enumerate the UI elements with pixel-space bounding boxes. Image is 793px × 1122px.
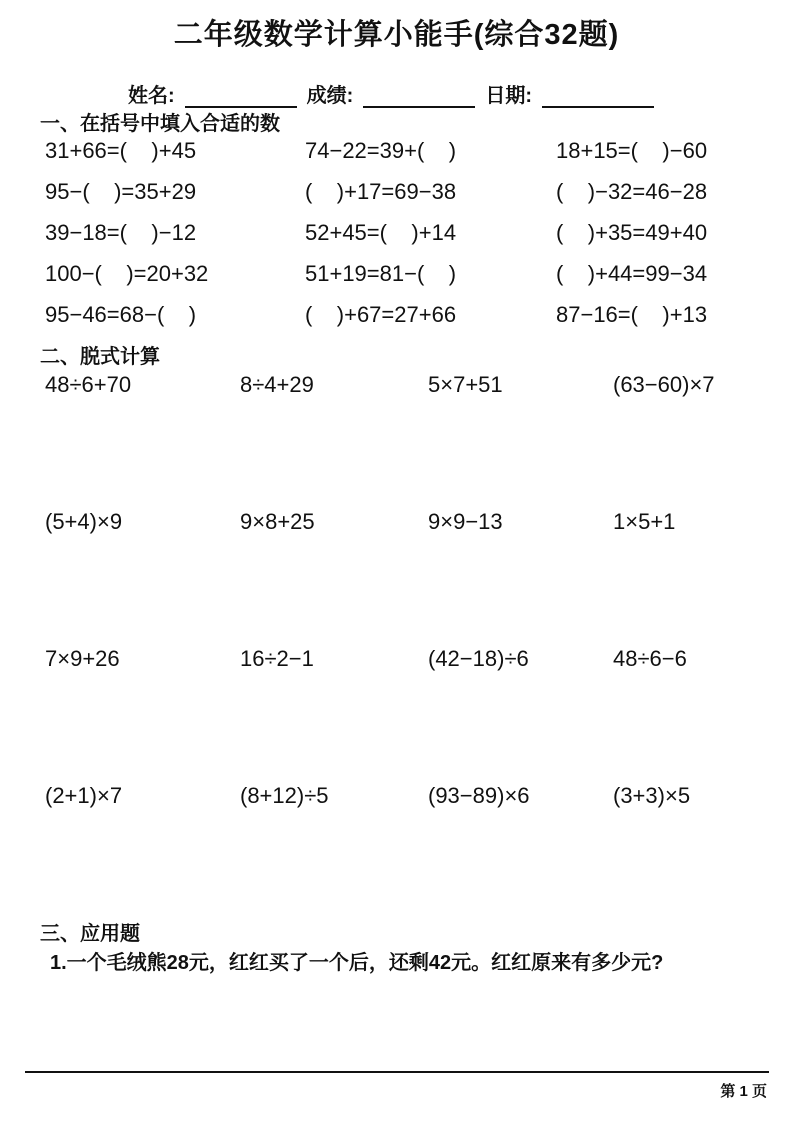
equation-cell: ( )+67=27+66 bbox=[305, 302, 457, 328]
equation-cell: ( )−32=46−28 bbox=[556, 179, 708, 205]
score-label: 成绩: bbox=[306, 85, 354, 107]
equation-cell: 100−( )=20+32 bbox=[45, 261, 209, 287]
footer-divider bbox=[25, 1071, 769, 1073]
section1-equation-grid bbox=[45, 131, 793, 336]
equation-cell: 8÷4+29 bbox=[240, 372, 314, 397]
equation-cell: 48÷6−6 bbox=[613, 646, 687, 671]
equation-cell: 87−16=( )+13 bbox=[556, 302, 708, 328]
equation-cell: 39−18=( )−12 bbox=[45, 220, 197, 246]
equation-cell: (2+1)×7 bbox=[45, 783, 123, 808]
name-label: 姓名: bbox=[128, 85, 175, 107]
equation-cell: (8+12)÷5 bbox=[240, 783, 329, 808]
date-blank-line bbox=[542, 86, 654, 108]
word-problem-1: 1.一个毛绒熊28元，红红买了一个后，还剩42元。红红原来有多少元? bbox=[50, 952, 664, 974]
student-info-row bbox=[128, 79, 654, 108]
equation-cell: (3+3)×5 bbox=[613, 783, 691, 808]
equation-cell: 9×9−13 bbox=[428, 509, 503, 534]
equation-cell: ( )+17=69−38 bbox=[305, 179, 457, 205]
equation-cell: 52+45=( )+14 bbox=[305, 220, 457, 246]
equation-cell: 95−( )=35+29 bbox=[45, 179, 197, 205]
equation-cell: 5×7+51 bbox=[428, 372, 503, 397]
section1-heading: 一、在括号中填入合适的数 bbox=[40, 113, 280, 135]
equation-cell: 16÷2−1 bbox=[240, 646, 314, 671]
equation-cell: (42−18)÷6 bbox=[428, 646, 529, 671]
equation-cell: 95−46=68−( ) bbox=[45, 302, 197, 328]
equation-cell: 31+66=( )+45 bbox=[45, 138, 197, 164]
section3-heading: 三、应用题 bbox=[40, 923, 140, 945]
equation-cell: 9×8+25 bbox=[240, 509, 315, 534]
score-blank-line bbox=[363, 86, 475, 108]
section2-equation-grid bbox=[45, 372, 788, 920]
equation-cell: (93−89)×6 bbox=[428, 783, 530, 808]
equation-cell: (5+4)×9 bbox=[45, 509, 123, 534]
equation-cell: 18+15=( )−60 bbox=[556, 138, 708, 164]
equation-cell: 48÷6+70 bbox=[45, 372, 132, 397]
section2-heading: 二、脱式计算 bbox=[40, 346, 160, 368]
page-number: 第 1 页 bbox=[720, 1083, 767, 1100]
equation-cell: (63−60)×7 bbox=[613, 372, 715, 397]
equation-cell: ( )+44=99−34 bbox=[556, 261, 708, 287]
date-label: 日期: bbox=[485, 85, 533, 107]
equation-cell: 1×5+1 bbox=[613, 509, 676, 534]
equation-cell: ( )+35=49+40 bbox=[556, 220, 708, 246]
name-blank-line bbox=[185, 86, 297, 108]
equation-cell: 7×9+26 bbox=[45, 646, 120, 671]
equation-cell: 74−22=39+( ) bbox=[305, 138, 457, 164]
page-title: 二年级数学计算小能手(综合32题) bbox=[173, 19, 620, 51]
equation-cell: 51+19=81−( ) bbox=[305, 261, 457, 287]
